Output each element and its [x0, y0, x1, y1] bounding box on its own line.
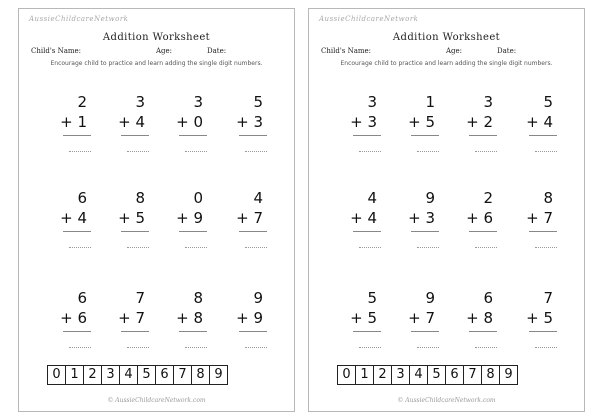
- addend-top: 3: [367, 93, 377, 111]
- addend-top: 2: [77, 93, 87, 111]
- addend-top: 0: [193, 189, 203, 207]
- answer-line[interactable]: [535, 247, 557, 248]
- number-line-cell: 5: [137, 365, 156, 385]
- sum-rule: [353, 331, 381, 332]
- addition-problem: [47, 289, 91, 349]
- sum-rule: [179, 231, 207, 232]
- sum-rule: [353, 231, 381, 232]
- addend-bottom: + 4: [118, 113, 145, 131]
- answer-line[interactable]: [185, 247, 207, 248]
- addition-problem: [337, 93, 381, 153]
- number-line-cell: 5: [427, 365, 446, 385]
- date-label: Date:: [497, 47, 517, 55]
- sum-rule: [529, 331, 557, 332]
- addition-problem: [337, 289, 381, 349]
- answer-line[interactable]: [535, 151, 557, 152]
- addend-top: 1: [425, 93, 435, 111]
- answer-line[interactable]: [69, 347, 91, 348]
- addition-problem: [163, 289, 207, 349]
- number-line-cell: 6: [155, 365, 174, 385]
- addend-bottom: + 2: [466, 113, 493, 131]
- answer-line[interactable]: [359, 347, 381, 348]
- child-name-label: Child's Name:: [321, 47, 372, 55]
- sum-rule: [63, 231, 91, 232]
- sum-rule: [411, 231, 439, 232]
- addend-bottom: + 5: [118, 209, 145, 227]
- sum-rule: [411, 135, 439, 136]
- answer-line[interactable]: [185, 347, 207, 348]
- addend-top: 3: [135, 93, 145, 111]
- sum-rule: [239, 231, 267, 232]
- addend-top: 7: [543, 289, 553, 307]
- answer-line[interactable]: [245, 347, 267, 348]
- addend-bottom: + 4: [526, 113, 553, 131]
- addition-problem: [395, 289, 439, 349]
- addend-bottom: + 4: [350, 209, 377, 227]
- logo: AussieChildcareNetwork: [29, 15, 129, 23]
- number-line-cell: 9: [499, 365, 518, 385]
- answer-line[interactable]: [69, 247, 91, 248]
- instruction-text: Encourage child to practice and learn adding the single digit numbers.: [50, 60, 263, 67]
- addend-bottom: + 5: [526, 309, 553, 327]
- addend-top: 4: [367, 189, 377, 207]
- answer-line[interactable]: [359, 247, 381, 248]
- addition-problem: [105, 289, 149, 349]
- age-label: Age:: [156, 47, 173, 55]
- addend-bottom: + 9: [176, 209, 203, 227]
- number-line-cell: 3: [101, 365, 120, 385]
- addend-bottom: + 8: [466, 309, 493, 327]
- sum-rule: [179, 331, 207, 332]
- addend-bottom: + 9: [236, 309, 263, 327]
- addition-problem: [47, 189, 91, 249]
- sum-rule: [239, 135, 267, 136]
- number-line-cell: 4: [409, 365, 428, 385]
- answer-line[interactable]: [417, 247, 439, 248]
- addend-bottom: + 7: [408, 309, 435, 327]
- addend-top: 6: [77, 289, 87, 307]
- addition-problem: [513, 93, 557, 153]
- sum-rule: [121, 231, 149, 232]
- number-line-cell: 9: [209, 365, 228, 385]
- addend-top: 6: [483, 289, 493, 307]
- addend-top: 6: [77, 189, 87, 207]
- instruction-text: Encourage child to practice and learn adding the single digit numbers.: [340, 60, 553, 67]
- addition-problem: [453, 189, 497, 249]
- addend-bottom: + 5: [408, 113, 435, 131]
- addition-problem: [223, 93, 267, 153]
- addition-problem: [337, 189, 381, 249]
- sum-rule: [529, 231, 557, 232]
- addend-bottom: + 8: [176, 309, 203, 327]
- addend-bottom: + 3: [236, 113, 263, 131]
- sum-rule: [469, 231, 497, 232]
- addend-top: 7: [135, 289, 145, 307]
- logo: AussieChildcareNetwork: [319, 15, 419, 23]
- sum-rule: [411, 331, 439, 332]
- worksheet-left: [18, 8, 295, 412]
- addend-top: 8: [135, 189, 145, 207]
- sum-rule: [239, 331, 267, 332]
- footer-copyright: © AussieChildcareNetwork.com: [397, 397, 496, 404]
- sum-rule: [353, 135, 381, 136]
- addend-bottom: + 7: [526, 209, 553, 227]
- number-line: [47, 365, 227, 385]
- addend-bottom: + 0: [176, 113, 203, 131]
- answer-line[interactable]: [127, 151, 149, 152]
- sum-rule: [121, 331, 149, 332]
- addend-top: 4: [253, 189, 263, 207]
- addend-top: 9: [425, 289, 435, 307]
- addition-problem: [513, 289, 557, 349]
- addend-top: 8: [193, 289, 203, 307]
- addition-problem: [395, 189, 439, 249]
- addend-bottom: + 4: [60, 209, 87, 227]
- addend-bottom: + 3: [350, 113, 377, 131]
- number-line-cell: 1: [65, 365, 84, 385]
- number-line: [337, 365, 517, 385]
- addend-top: 5: [543, 93, 553, 111]
- number-line-cell: 2: [83, 365, 102, 385]
- addition-problem: [453, 93, 497, 153]
- addend-bottom: + 6: [466, 209, 493, 227]
- addend-top: 5: [253, 93, 263, 111]
- addend-bottom: + 7: [118, 309, 145, 327]
- answer-line[interactable]: [127, 347, 149, 348]
- sum-rule: [469, 331, 497, 332]
- addition-problem: [163, 93, 207, 153]
- addend-top: 8: [543, 189, 553, 207]
- answer-line[interactable]: [417, 151, 439, 152]
- answer-line[interactable]: [185, 151, 207, 152]
- addend-top: 3: [483, 93, 493, 111]
- addition-problem: [223, 289, 267, 349]
- addition-problem: [47, 93, 91, 153]
- footer-copyright: © AussieChildcareNetwork.com: [107, 397, 206, 404]
- number-line-cell: 0: [337, 365, 356, 385]
- addend-bottom: + 3: [408, 209, 435, 227]
- addition-problem: [395, 93, 439, 153]
- number-line-cell: 0: [47, 365, 66, 385]
- number-line-cell: 7: [173, 365, 192, 385]
- date-label: Date:: [207, 47, 227, 55]
- sum-rule: [469, 135, 497, 136]
- addend-top: 9: [253, 289, 263, 307]
- addend-bottom: + 6: [60, 309, 87, 327]
- addition-problem: [513, 189, 557, 249]
- number-line-cell: 7: [463, 365, 482, 385]
- number-line-cell: 8: [481, 365, 500, 385]
- answer-line[interactable]: [475, 347, 497, 348]
- worksheet-title: Addition Worksheet: [392, 32, 501, 43]
- addend-top: 9: [425, 189, 435, 207]
- answer-line[interactable]: [359, 151, 381, 152]
- answer-line[interactable]: [475, 247, 497, 248]
- addition-problem: [163, 189, 207, 249]
- answer-line[interactable]: [417, 347, 439, 348]
- addend-top: 5: [367, 289, 377, 307]
- sum-rule: [121, 135, 149, 136]
- child-name-label: Child's Name:: [31, 47, 82, 55]
- number-line-cell: 1: [355, 365, 374, 385]
- age-label: Age:: [446, 47, 463, 55]
- sum-rule: [179, 135, 207, 136]
- addend-bottom: + 5: [350, 309, 377, 327]
- sum-rule: [63, 331, 91, 332]
- worksheet-right: [308, 8, 585, 412]
- addend-bottom: + 1: [60, 113, 87, 131]
- addition-problem: [105, 93, 149, 153]
- number-line-cell: 3: [391, 365, 410, 385]
- answer-line[interactable]: [245, 247, 267, 248]
- sum-rule: [529, 135, 557, 136]
- addend-bottom: + 7: [236, 209, 263, 227]
- addition-problem: [223, 189, 267, 249]
- number-line-cell: 2: [373, 365, 392, 385]
- number-line-cell: 4: [119, 365, 138, 385]
- answer-line[interactable]: [535, 347, 557, 348]
- sum-rule: [63, 135, 91, 136]
- addition-problem: [105, 189, 149, 249]
- number-line-cell: 6: [445, 365, 464, 385]
- number-line-cell: 8: [191, 365, 210, 385]
- answer-line[interactable]: [127, 247, 149, 248]
- addend-top: 2: [483, 189, 493, 207]
- answer-line[interactable]: [69, 151, 91, 152]
- worksheet-title: Addition Worksheet: [102, 32, 211, 43]
- answer-line[interactable]: [245, 151, 267, 152]
- addend-top: 3: [193, 93, 203, 111]
- answer-line[interactable]: [475, 151, 497, 152]
- addition-problem: [453, 289, 497, 349]
